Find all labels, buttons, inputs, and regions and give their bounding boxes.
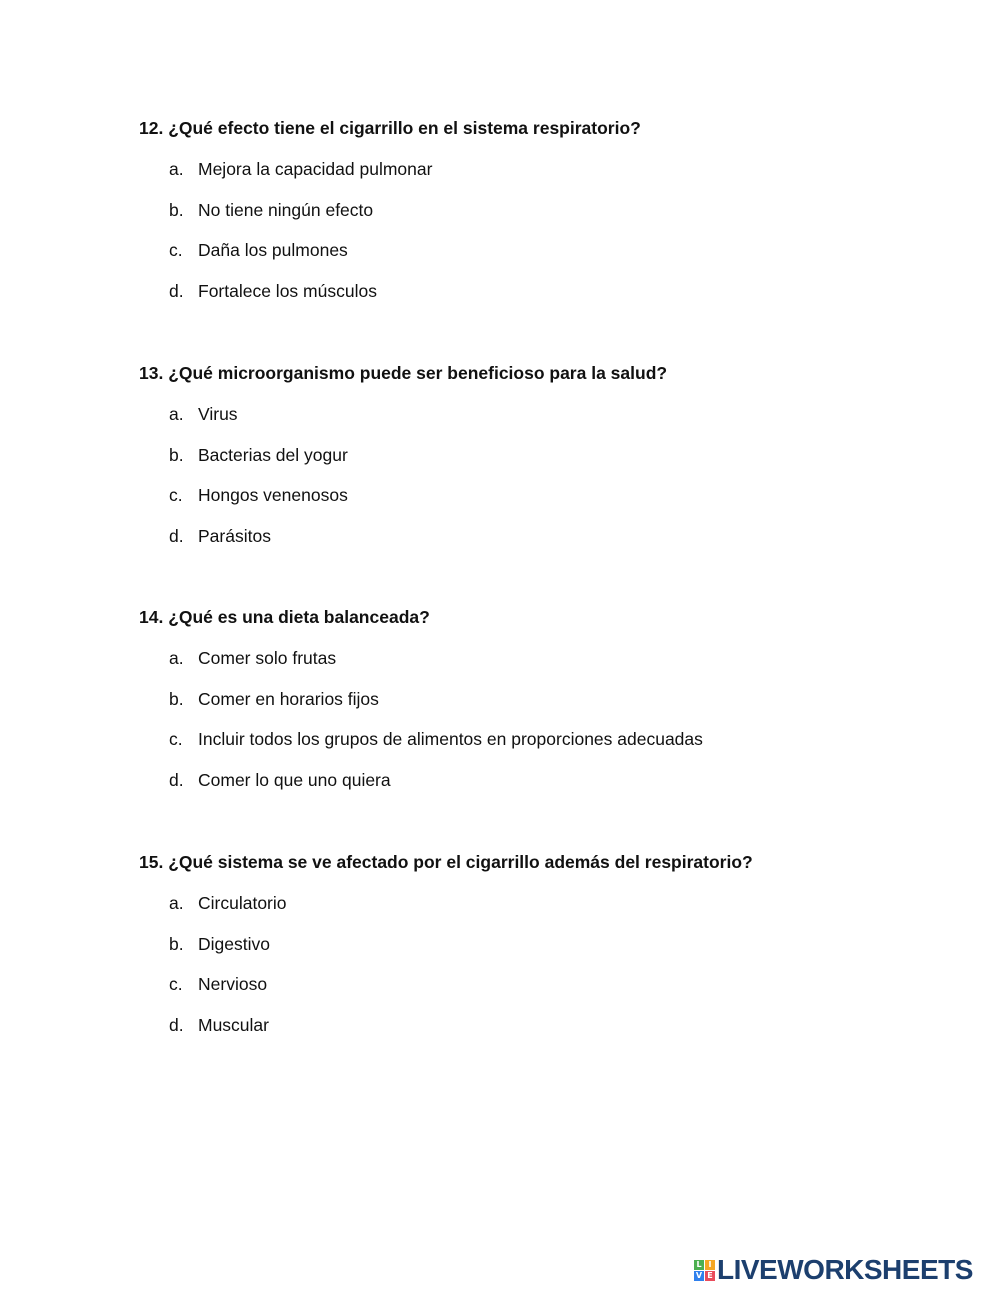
- option-text: Daña los pulmones: [198, 240, 348, 261]
- question-title: 14. ¿Qué es una dieta balanceada?: [139, 607, 430, 627]
- option-letter: b.: [169, 199, 184, 220]
- option-text: Hongos venenosos: [198, 485, 348, 506]
- option-c[interactable]: [139, 973, 899, 995]
- option-letter: c.: [169, 729, 183, 750]
- icon-tile-e: E: [705, 1271, 715, 1281]
- option-text: Incluir todos los grupos de alimentos en proporciones adecuadas: [198, 729, 703, 750]
- question-13: [139, 362, 899, 547]
- option-letter: c.: [169, 485, 183, 506]
- option-letter: d.: [169, 281, 184, 302]
- brand-name: LIVEWORKSHEETS: [717, 1254, 973, 1285]
- option-a[interactable]: [139, 647, 899, 669]
- option-text: Nervioso: [198, 974, 268, 995]
- option-b[interactable]: [139, 933, 899, 955]
- option-list: [139, 892, 899, 1036]
- question-14: [139, 606, 899, 791]
- option-letter: c.: [169, 240, 183, 261]
- option-d[interactable]: [139, 525, 899, 547]
- option-letter: c.: [169, 974, 183, 995]
- option-c[interactable]: [139, 728, 899, 750]
- question-title: 13. ¿Qué microorganismo puede ser beneficioso para la salud?: [139, 363, 668, 383]
- option-d[interactable]: [139, 769, 899, 791]
- option-list: [139, 647, 899, 791]
- option-letter: b.: [169, 933, 184, 954]
- option-text: Fortalece los músculos: [198, 281, 377, 302]
- option-list: [139, 158, 899, 302]
- option-b[interactable]: [139, 199, 899, 221]
- option-letter: d.: [169, 770, 184, 791]
- option-letter: b.: [169, 688, 184, 709]
- liveworksheets-logo[interactable]: [694, 1256, 973, 1284]
- question-12: [139, 117, 899, 302]
- option-text: No tiene ningún efecto: [198, 199, 374, 220]
- option-letter: d.: [169, 526, 184, 547]
- icon-tile-v: V: [695, 1270, 703, 1280]
- option-text: Muscular: [198, 1015, 269, 1036]
- option-letter: d.: [169, 1015, 184, 1036]
- question-title: 12. ¿Qué efecto tiene el cigarrillo en el sistema respiratorio?: [139, 118, 641, 138]
- option-d[interactable]: [139, 1014, 899, 1036]
- option-a[interactable]: [139, 892, 899, 914]
- option-text: Circulatorio: [198, 892, 287, 913]
- option-text: Comer en horarios fijos: [198, 688, 379, 709]
- icon-tile-i: I: [705, 1260, 715, 1270]
- question-title: 15. ¿Qué sistema se ve afectado por el cigarrillo además del respiratorio?: [139, 852, 753, 872]
- option-text: Bacterias del yogur: [198, 444, 348, 465]
- option-text: Comer solo frutas: [198, 647, 337, 668]
- option-a[interactable]: [139, 403, 899, 425]
- option-b[interactable]: [139, 688, 899, 710]
- option-text: Virus: [198, 403, 238, 424]
- option-text: Comer lo que uno quiera: [198, 770, 391, 791]
- liveworksheets-icon: [694, 1260, 715, 1281]
- icon-tile-l: L: [694, 1260, 704, 1270]
- option-letter: a.: [169, 892, 184, 913]
- option-text: Digestivo: [198, 933, 270, 954]
- option-list: [139, 403, 899, 547]
- option-a[interactable]: [139, 158, 899, 180]
- option-text: Parásitos: [198, 526, 271, 547]
- option-text: Mejora la capacidad pulmonar: [198, 158, 433, 179]
- option-c[interactable]: [139, 484, 899, 506]
- option-c[interactable]: [139, 239, 899, 261]
- option-letter: a.: [169, 158, 184, 179]
- option-d[interactable]: [139, 280, 899, 302]
- option-letter: a.: [169, 403, 184, 424]
- option-b[interactable]: [139, 444, 899, 466]
- option-letter: a.: [169, 647, 184, 668]
- option-letter: b.: [169, 444, 184, 465]
- question-15: [139, 851, 899, 1036]
